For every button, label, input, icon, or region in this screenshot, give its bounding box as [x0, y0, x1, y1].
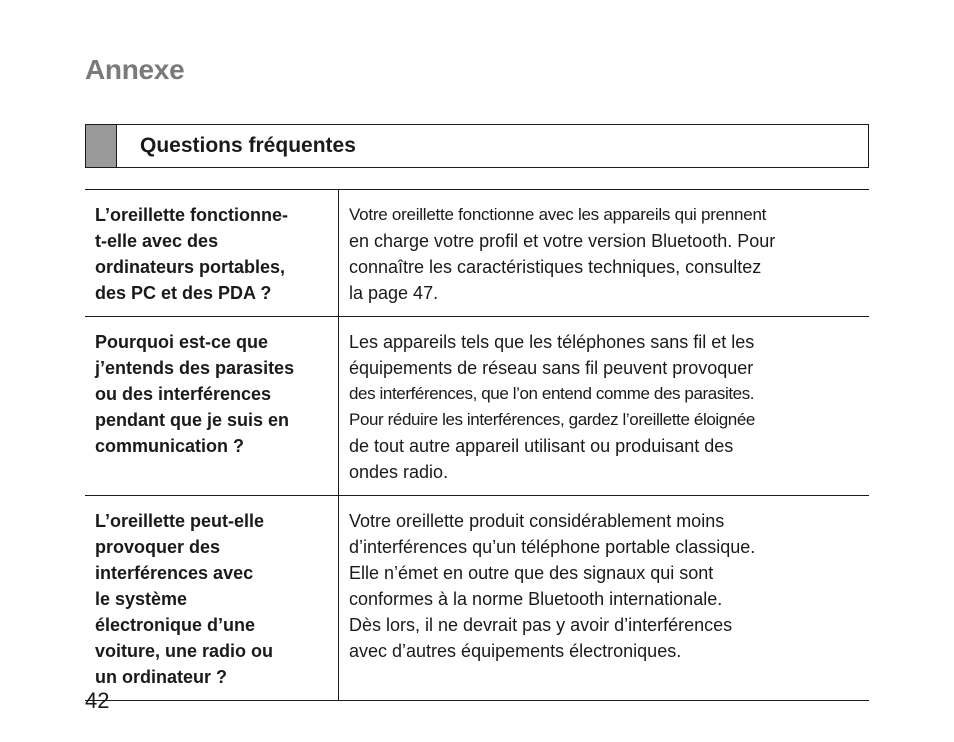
- faq-answer: Votre oreillette fonctionne avec les appareils qui prennent en charge votre profil et votre version Bluetooth. Pour connaître les caractéristiques techniques, consultez la page 47.: [349, 205, 776, 303]
- faq-answer: Votre oreillette produit considérablement moins d’interférences qu’un téléphone portable classique. Elle n’émet en outre que des signaux qui sont conformes à la norme Bluetooth internationale. Dès lors, il ne devrait pas y avoir d’interférences avec d’autres équipements électroniques.: [339, 496, 870, 701]
- faq-answer: Les appareils tels que les téléphones sans fil et les équipements de réseau sans fil peuvent provoquer des interférences, que l’on entend comme des parasites. Pour réduire les interférences, gardez l’oreillette éloignée de tout autre appareil utilisant ou produisant des ondes radio.: [339, 317, 870, 496]
- faq-question: L’oreillette fonctionne- t-elle avec des ordinateurs portables, des PC et des PDA ?: [85, 190, 339, 317]
- faq-row: [85, 190, 869, 317]
- section-header: [85, 124, 869, 168]
- section-marker: [86, 125, 117, 167]
- section-title: Questions fréquentes: [140, 134, 356, 157]
- faq-row: [85, 496, 869, 701]
- faq-table: [85, 189, 869, 701]
- chapter-title: Annexe: [85, 54, 185, 85]
- faq-question: Pourquoi est-ce que j’entends des parasites ou des interférences pendant que je suis en communication ?: [85, 317, 339, 496]
- faq-row: [85, 317, 869, 496]
- faq-question: L’oreillette peut-elle provoquer des interférences avec le système électronique d’une voiture, une radio ou un ordinateur ?: [85, 496, 339, 701]
- page-number: 42: [85, 688, 110, 713]
